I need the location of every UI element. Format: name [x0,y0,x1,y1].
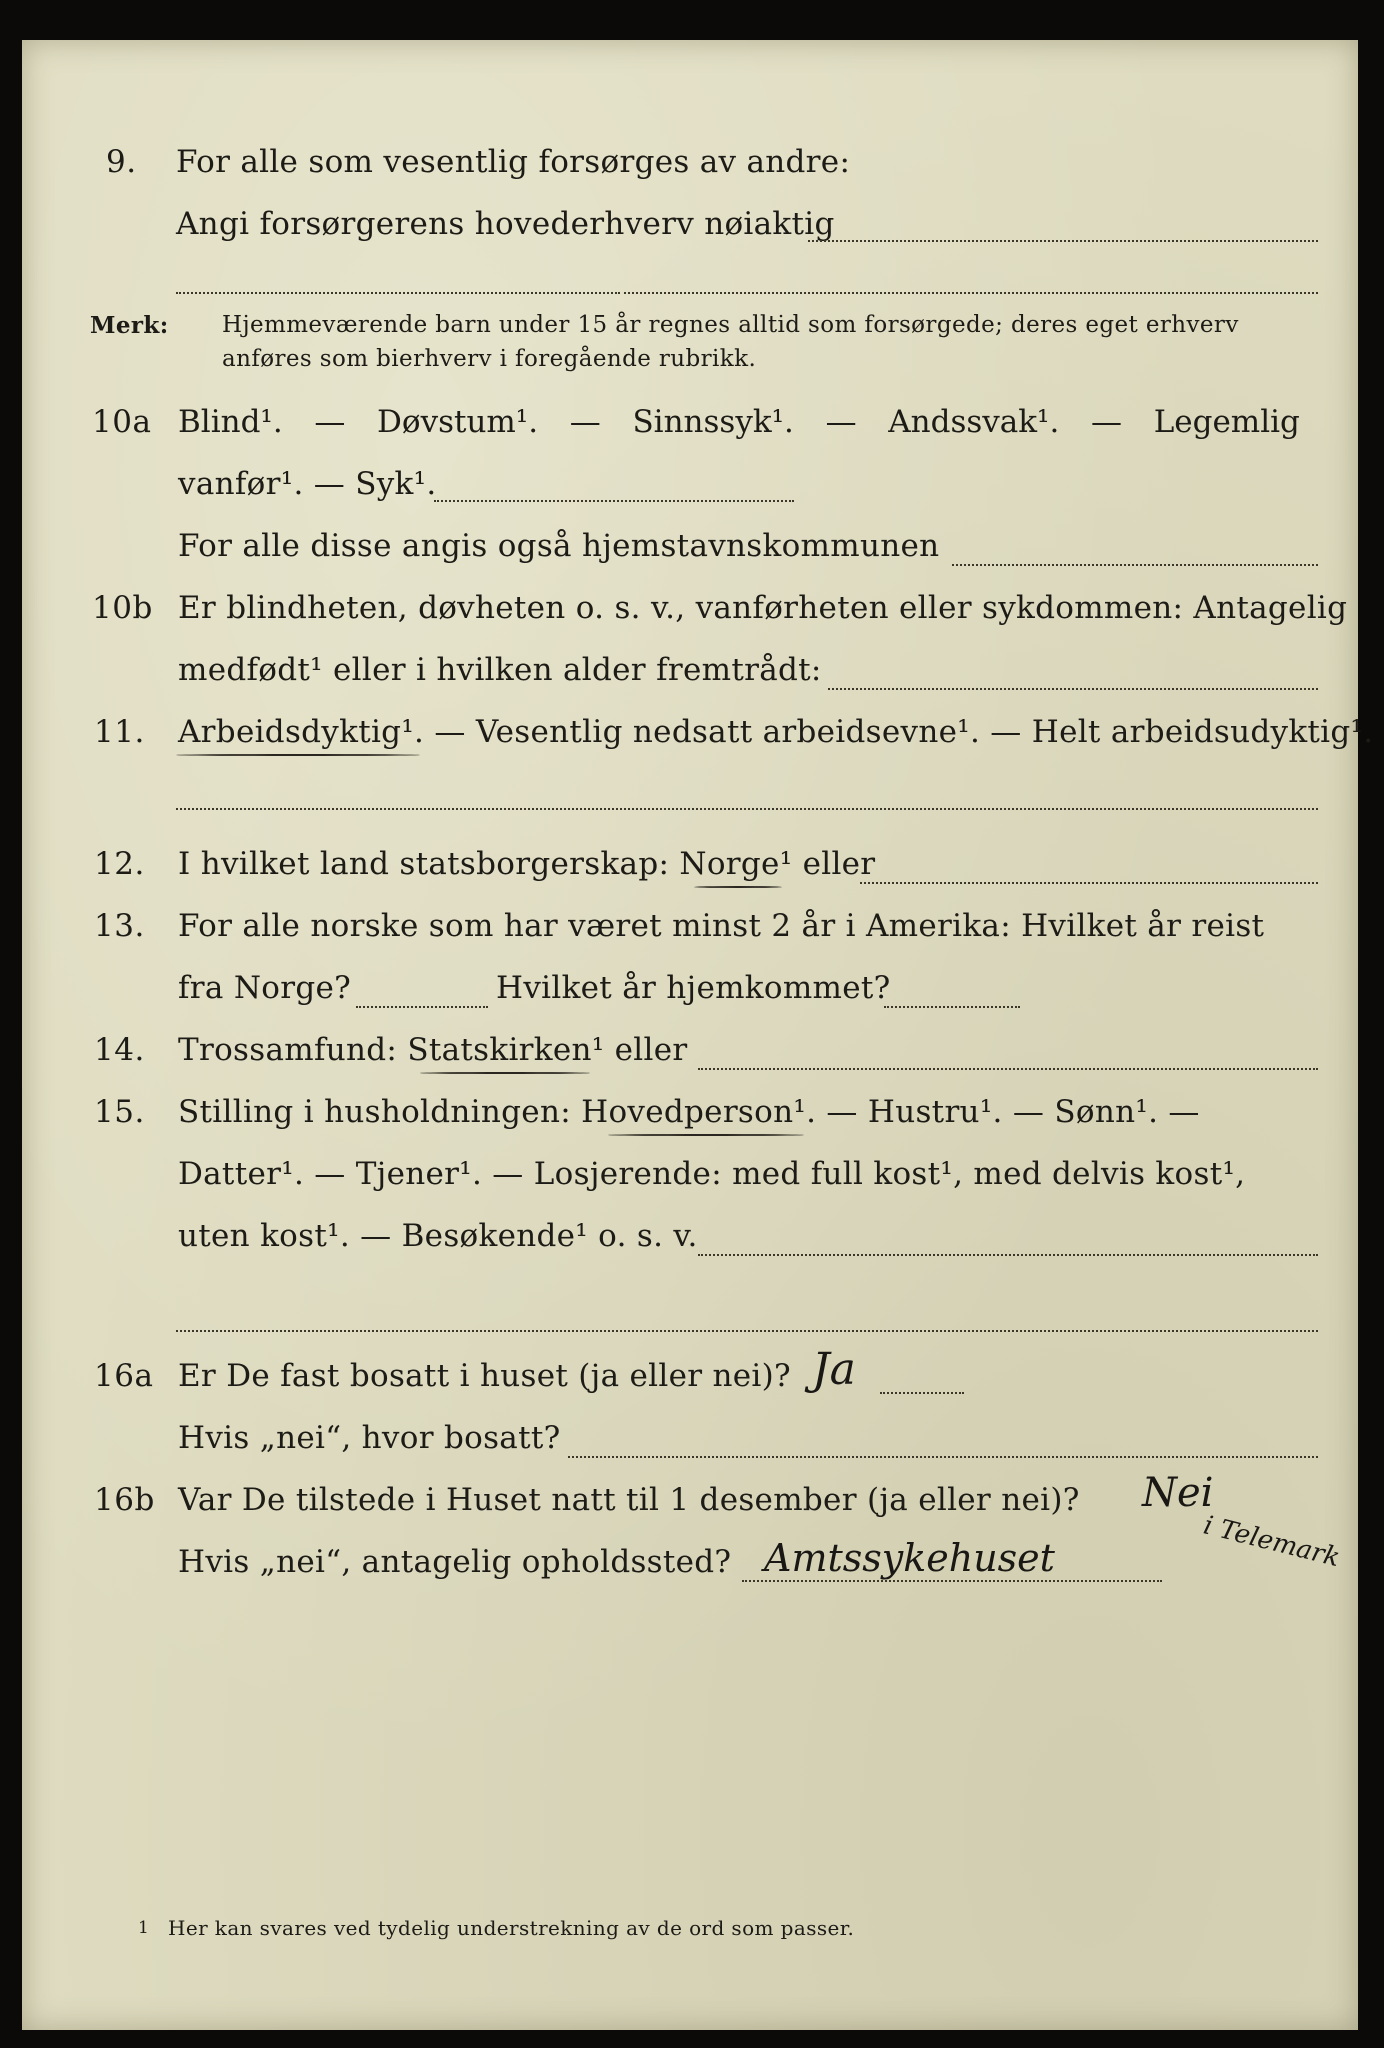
q11-answer-line [176,808,1318,810]
q14-opt-statskirken: Statskirken¹ [407,1032,605,1068]
q15-opt-hovedperson: Hovedperson¹. [581,1094,817,1130]
q15-row2 [22,1156,1358,1200]
q16a-row [22,1344,1358,1402]
q16b-row2 [22,1510,1358,1588]
q16b-handwritten-answer: Nei [1142,1470,1214,1516]
q16a-residence-line [568,1456,1318,1458]
q11-rest: — Vesentlig nedsatt arbeidsevne¹. — Helt arbeidsudyktig¹. [434,714,1374,750]
merk-label: Merk: [90,312,169,339]
q10a-opt-legemlig: Legemlig [1153,404,1300,440]
q16b-handwritten-place: Amtssykehuset [764,1536,1055,1580]
q10a-number: 10a [92,404,152,440]
q15-line2: Datter¹. — Tjener¹. — Losjerende: med full kost¹, med delvis kost¹, [178,1156,1246,1192]
q10a-line2: vanfør¹. — Syk¹. [178,466,437,502]
q10a-dash-2: — [569,404,601,440]
q12-number: 12. [94,846,145,882]
q10a-opt-sinnssyk: Sinnssyk¹. [632,404,794,440]
q9-extra-line-1 [176,292,620,294]
q9-answer-line [808,240,1318,242]
q10a-dash-3: — [825,404,857,440]
q15-handwritten-underline [608,1134,804,1136]
q10b-number: 10b [92,590,153,626]
q11-number: 11. [94,714,145,750]
q13-number: 13. [94,908,145,944]
q10b-line2: medfødt¹ eller i hvilken alder fremtrådt: [178,652,822,688]
q10a-row2 [22,466,1358,510]
q16a-line2: Hvis „nei“, hvor bosatt? [178,1420,561,1456]
q16b-line1: Var De tilstede i Huset natt til 1 desember (ja eller nei)? [178,1482,1080,1518]
q9-number: 9. [106,144,137,180]
q12-handwritten-underline [694,886,782,888]
q16b-handwritten-place-county: i Telemark [1200,1510,1343,1574]
q13-line1: For alle norske som har været minst 2 år i Amerika: Hvilket år reist [178,908,1265,944]
q15-text [178,1094,1200,1130]
q13-row [22,908,1358,952]
q15-number: 15. [94,1094,145,1130]
q15-rest: — Hustru¹. — Sønn¹. — [826,1094,1200,1130]
q13-return-line [884,1006,1020,1008]
q12-prefix: I hvilket land statsborgerskap: [178,846,670,882]
q16b-stay-line [742,1580,1162,1582]
q14-answer-line [698,1068,1318,1070]
q12-text [178,846,875,882]
q10b-line1: Er blindheten, døvheten o. s. v., vanførheten eller sykdommen: Antagelig [178,590,1348,626]
merk-line2: anføres som bierhverv i foregående rubrikk. [222,346,757,372]
footnote-text: Her kan svares ved tydelig understrekning av de ord som passer. [168,1916,855,1940]
merk-line1: Hjemmeværende barn under 15 år regnes alltid som forsørgede; deres eget erhverv [222,312,1239,338]
census-form-page [22,40,1374,2030]
q10b-answer-line [828,688,1318,690]
q15-prefix: Stilling i husholdningen: [178,1094,571,1130]
q10a-answer-line [434,500,794,502]
q9-row [22,144,1358,188]
q16a-handwritten-answer: Ja [812,1344,856,1395]
q10a-home-line [952,564,1318,566]
q10a-dash-1: — [314,404,346,440]
q10a-row3 [22,528,1358,572]
q12-opt-norge: Norge¹ [679,846,793,882]
q15-answer-line [698,1254,1318,1256]
q13-row2 [22,970,1358,1014]
q9-line1: For alle som vesentlig forsørges av andre: [176,144,851,180]
q10a-options [178,404,1300,440]
q16b-line2: Hvis „nei“, antagelig opholdssted? [178,1544,732,1580]
q10b-row2 [22,652,1358,696]
q12-answer-line [860,882,1318,884]
q15-extra-line [176,1330,1318,1332]
q12-suffix: eller [802,846,876,882]
q10a-opt-blind: Blind¹. [178,404,283,440]
q15-line3: uten kost¹. — Besøkende¹ o. s. v. [178,1218,698,1254]
q9-row2 [22,206,1358,250]
footnote-mark: 1 [138,1918,150,1938]
q9-line2: Angi forsørgerens hovederhverv nøiaktig [176,206,835,242]
q12-row [22,846,1358,890]
q11-handwritten-underline [176,754,420,756]
q11-row [22,714,1374,758]
q11-text [178,714,1373,750]
q16b-number: 16b [94,1482,155,1518]
q10a-opt-andssvak: Andssvak¹. [888,404,1060,440]
q14-suffix: eller [614,1032,688,1068]
q10a-line3: For alle disse angis også hjemstavnskommunen [178,528,940,564]
q10b-row [22,590,1358,634]
q10a-opt-dovstum: Døvstum¹. [377,404,539,440]
q16a-line1: Er De fast bosatt i huset (ja eller nei)? [178,1358,791,1394]
q14-prefix: Trossamfund: [178,1032,398,1068]
q16a-row2 [22,1420,1358,1464]
q10a-dash-4: — [1091,404,1123,440]
q10a-row [22,404,1358,448]
q16a-number: 16a [94,1358,154,1394]
q13-line2b: Hvilket år hjemkommet? [496,970,891,1006]
q14-handwritten-underline [420,1072,590,1074]
q15-row3 [22,1218,1358,1262]
q13-departure-line [356,1006,488,1008]
q9-extra-line-2 [624,292,1318,294]
q14-text [178,1032,688,1068]
q13-line2a: fra Norge? [178,970,352,1006]
q14-row [22,1032,1358,1076]
q15-row [22,1094,1358,1138]
q16b-row [22,1470,1358,1526]
q14-number: 14. [94,1032,145,1068]
q11-opt-arbeidsdyktig: Arbeidsdyktig¹. [178,714,425,750]
q16a-answer-line [880,1392,964,1394]
